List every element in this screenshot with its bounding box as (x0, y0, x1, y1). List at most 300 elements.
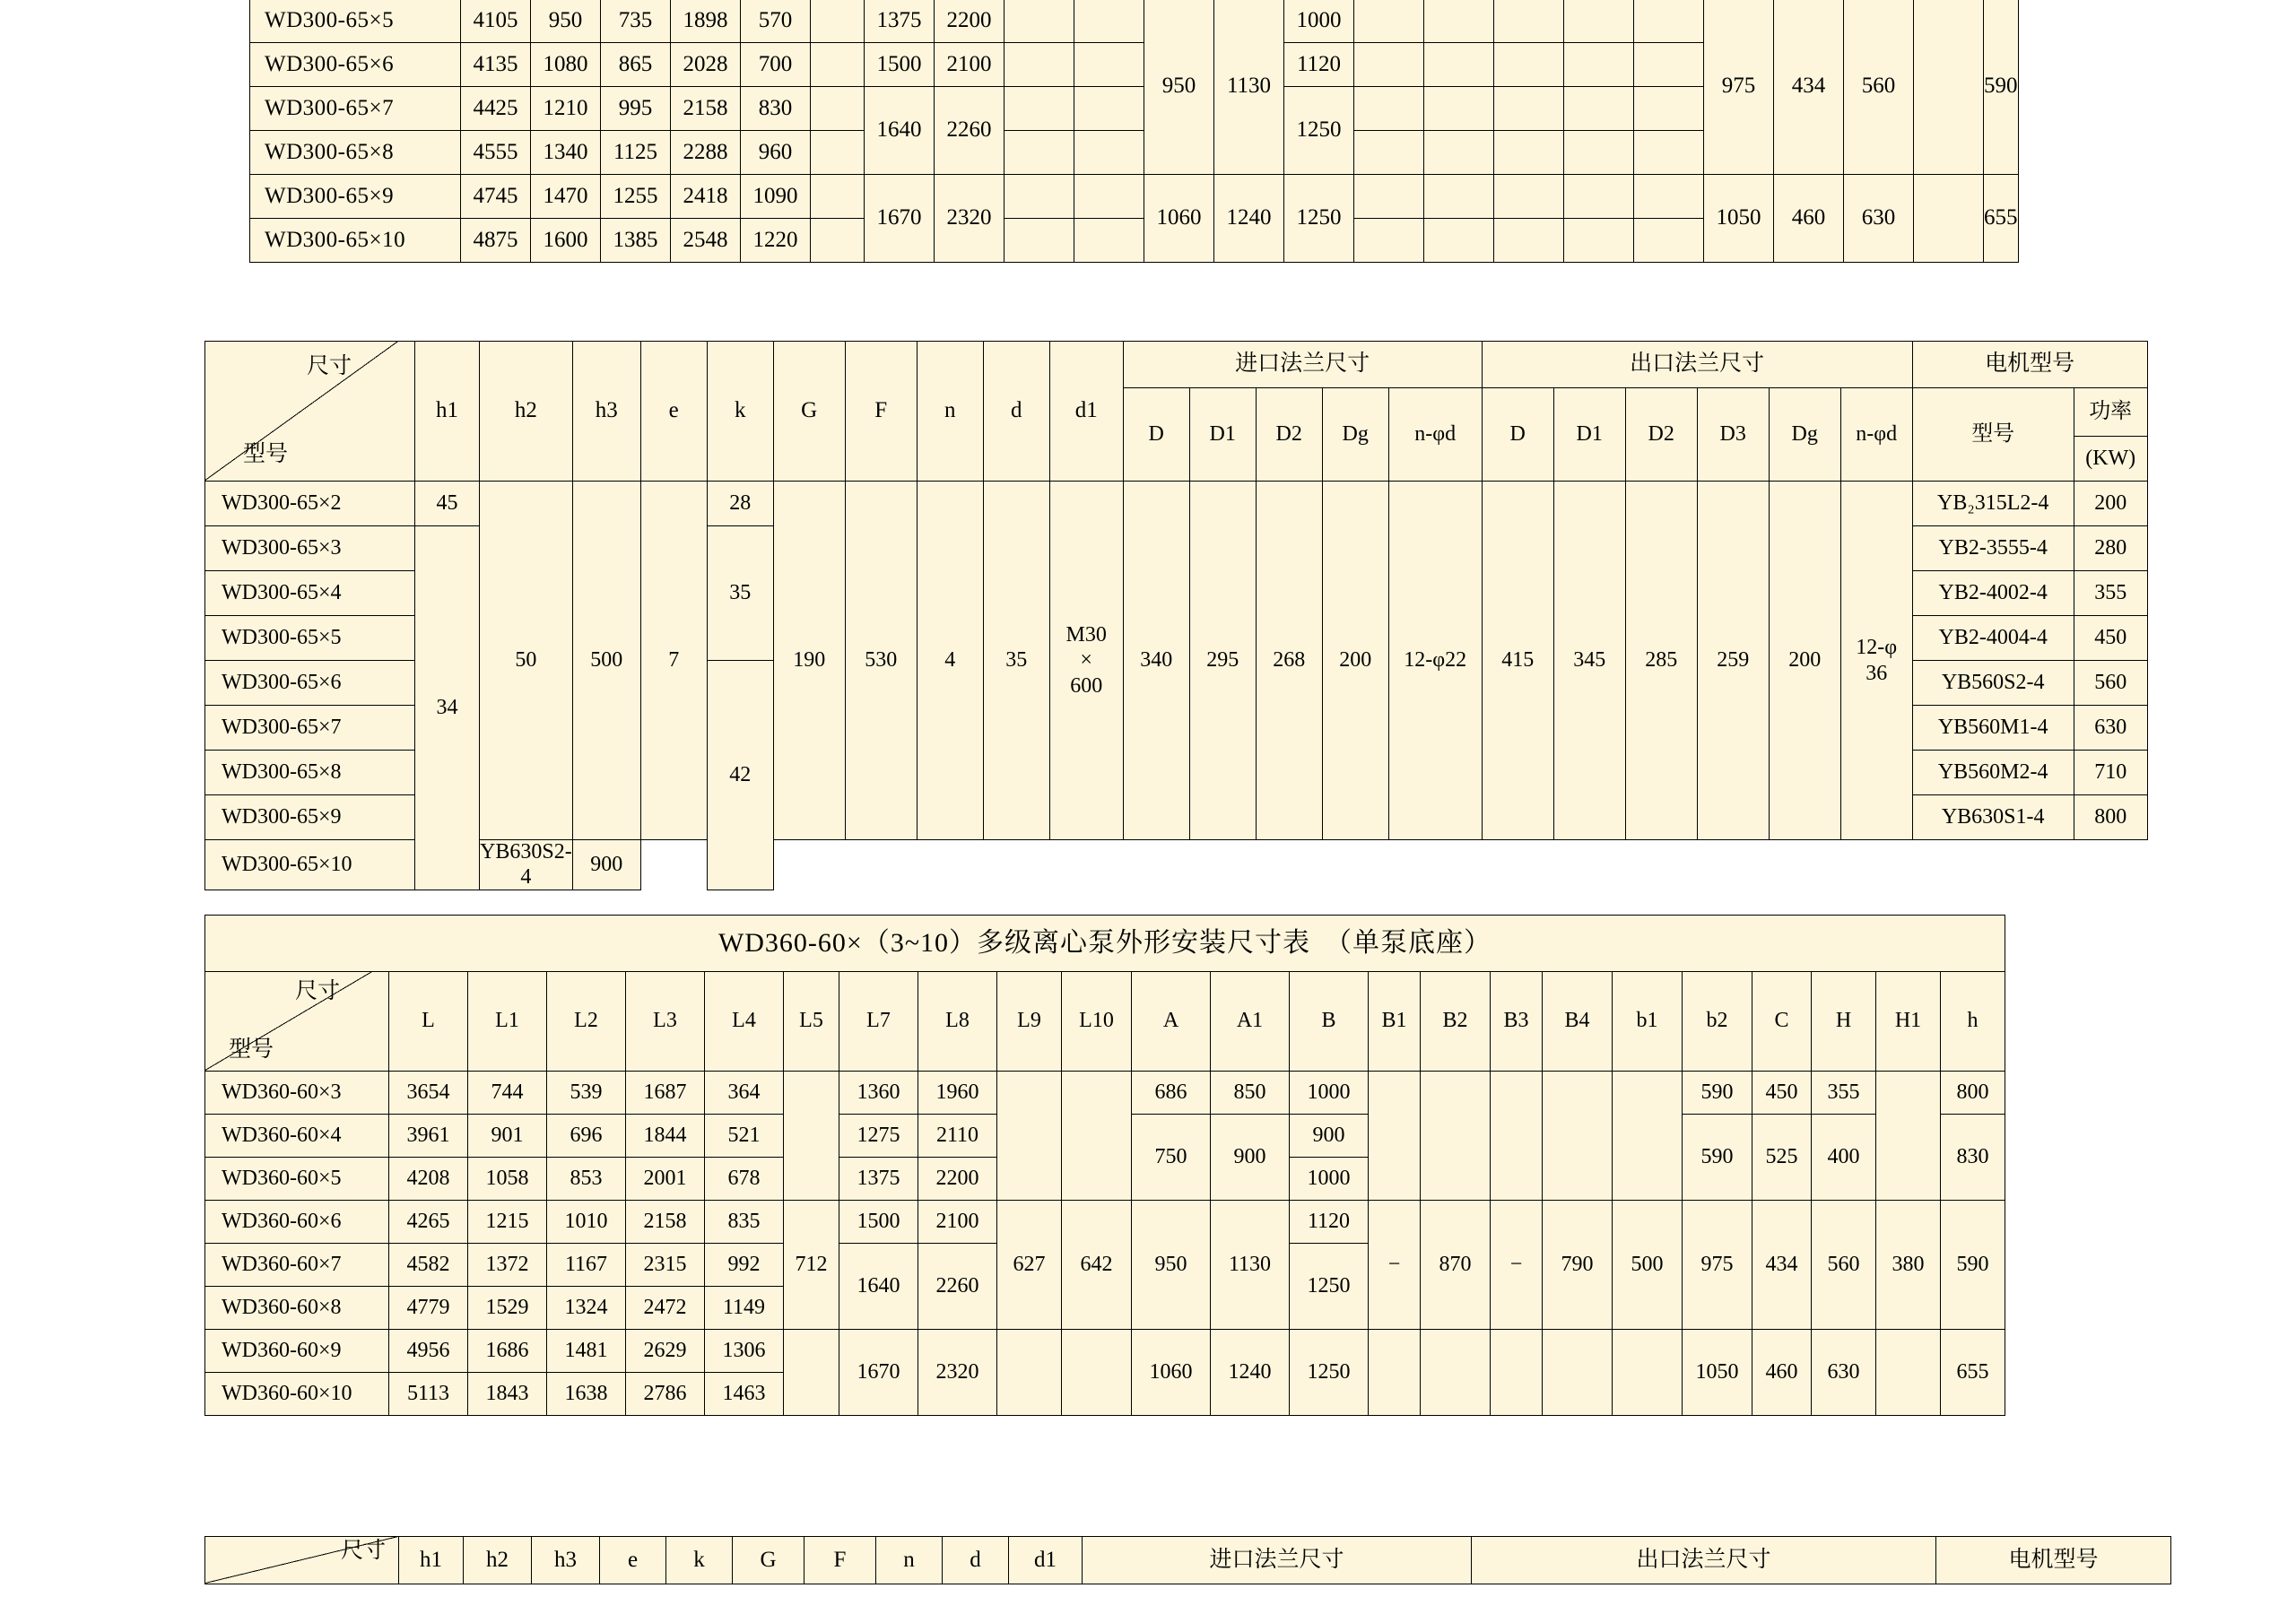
cell-L1: 901 (468, 1115, 547, 1158)
header-k: k (666, 1537, 733, 1584)
header-d1: d1 (1009, 1537, 1083, 1584)
cell-L4: 830 (741, 87, 811, 131)
header-A1: A1 (1211, 972, 1290, 1072)
cell-L5-blank (811, 0, 865, 43)
cell-motor-type: YB630S2-4 (480, 840, 573, 890)
header-inlet-Dg: Dg (1322, 388, 1388, 482)
cell-L3: 2472 (626, 1287, 705, 1330)
cell-L1: 1080 (531, 43, 601, 87)
header-b2: b2 (1683, 972, 1752, 1072)
cell-b1-blank (1634, 43, 1704, 87)
cell-L1: 1372 (468, 1244, 547, 1287)
cell-L4: 1463 (705, 1373, 784, 1416)
cell-B4-blank (1543, 1072, 1613, 1201)
cell-b1-blank (1634, 219, 1704, 263)
cell-motor-power: 900 (572, 840, 640, 890)
table-wd360-flange-motor-header (204, 1536, 2171, 1584)
cell-L7: 1500 (865, 43, 935, 87)
cell-L9-blank (1004, 175, 1074, 219)
cell-B4-blank (1564, 43, 1634, 87)
header-motor-power: 功率 (2074, 388, 2147, 437)
cell-B: 1120 (1284, 43, 1354, 87)
cell-B4-blank (1564, 219, 1634, 263)
cell-C: 460 (1752, 1330, 1812, 1416)
header-h2: h2 (464, 1537, 532, 1584)
cell-L1: 1058 (468, 1158, 547, 1201)
cell-L2: 995 (601, 87, 671, 131)
table-wd300-dimensions-continued (249, 0, 2019, 263)
table-row (250, 0, 2019, 43)
cell-model: WD300-65×3 (205, 526, 415, 571)
header-n: n (917, 342, 983, 482)
cell-L10-blank (1074, 87, 1144, 131)
header-d: d (943, 1537, 1009, 1584)
cell-L9-blank (1004, 43, 1074, 87)
cell-L1: 1215 (468, 1201, 547, 1244)
cell-n: 4 (917, 482, 983, 840)
cell-h: 800 (1941, 1072, 2005, 1115)
cell-B2-blank (1421, 1072, 1491, 1201)
header-F: F (845, 342, 917, 482)
cell-model: WD300-65×5 (250, 0, 461, 43)
cell-L10-blank (1074, 219, 1144, 263)
header-B1: B1 (1369, 972, 1421, 1072)
cell-L: 4265 (389, 1201, 468, 1244)
cell-b1: 500 (1613, 1201, 1683, 1330)
cell-B4-blank (1543, 1330, 1613, 1416)
header-motor-group: 电机型号 (1912, 342, 2147, 388)
cell-L3: 2288 (671, 131, 741, 175)
cell-H: 400 (1812, 1115, 1876, 1201)
cell-b1-blank (1634, 0, 1704, 43)
cell-H: 630 (1844, 175, 1914, 263)
cell-L2: 539 (547, 1072, 626, 1115)
header-L3: L3 (626, 972, 705, 1072)
cell-h1: 45 (415, 482, 480, 526)
cell-model: WD300-65×7 (250, 87, 461, 131)
cell-inlet-Dg: 200 (1322, 482, 1388, 840)
cell-outlet-D1: 345 (1553, 482, 1625, 840)
cell-L8: 2200 (935, 0, 1004, 43)
header-G: G (773, 342, 845, 482)
header-C: C (1752, 972, 1812, 1072)
header-b1: b1 (1613, 972, 1683, 1072)
table-title: WD360-60×（3~10）多级离心泵外形安装尺寸表 （单泵底座） (205, 916, 2005, 972)
cell-B1-blank (1354, 175, 1424, 219)
cell-k: 28 (707, 482, 773, 526)
cell-B3-blank (1491, 1072, 1543, 1201)
cell-L8: 2200 (918, 1158, 997, 1201)
table-row (205, 482, 2148, 526)
cell-L2: 1255 (601, 175, 671, 219)
cell-L9-blank (997, 1072, 1062, 1201)
header-F: F (804, 1537, 876, 1584)
cell-B: 1250 (1290, 1330, 1369, 1416)
cell-model: WD300-65×8 (205, 751, 415, 795)
cell-A1: 850 (1211, 1072, 1290, 1115)
cell-L1: 1600 (531, 219, 601, 263)
cell-A1: 1240 (1211, 1330, 1290, 1416)
header-e: e (600, 1537, 666, 1584)
cell-b2: 590 (1683, 1115, 1752, 1201)
cell-L9-blank (1004, 219, 1074, 263)
cell-motor-type: YB2-3555-4 (1912, 526, 2074, 571)
cell-model: WD300-65×4 (205, 571, 415, 616)
cell-k: 42 (707, 661, 773, 890)
cell-H1-blank (1876, 1330, 1941, 1416)
cell-L8: 2100 (935, 43, 1004, 87)
cell-b2: 1050 (1683, 1330, 1752, 1416)
cell-b2: 1050 (1704, 175, 1774, 263)
cell-outlet-Dg: 200 (1769, 482, 1840, 840)
corner-dimension-label: 尺寸 (306, 354, 352, 378)
cell-b1-blank (1613, 1072, 1683, 1201)
cell-outlet-nd (1840, 482, 1912, 840)
cell-H1-blank (1914, 0, 1984, 175)
cell-b1-blank (1634, 175, 1704, 219)
cell-L9: 627 (997, 1201, 1062, 1330)
cell-k: 35 (707, 526, 773, 661)
cell-L1: 1529 (468, 1287, 547, 1330)
header-outlet-D2: D2 (1625, 388, 1697, 482)
cell-motor-power: 355 (2074, 571, 2147, 616)
cell-L: 5113 (389, 1373, 468, 1416)
cell-L10-blank (1074, 175, 1144, 219)
cell-motor-type: YB₂315L2-4 (1912, 482, 2074, 526)
cell-outlet-nd-line1: 12-φ (1856, 636, 1898, 660)
cell-L4: 1220 (741, 219, 811, 263)
table-wd360-dimensions (204, 915, 2005, 1416)
cell-B3-blank (1494, 131, 1564, 175)
cell-B3-blank (1494, 0, 1564, 43)
header-outlet-D3: D3 (1697, 388, 1769, 482)
cell-B: 1120 (1290, 1201, 1369, 1244)
cell-L2: 1481 (547, 1330, 626, 1373)
cell-A1: 1130 (1214, 0, 1284, 175)
cell-B1-blank (1369, 1072, 1421, 1201)
cell-inlet-nd: 12-φ22 (1388, 482, 1482, 840)
cell-C: 434 (1752, 1201, 1812, 1330)
header-k: k (707, 342, 773, 482)
cell-B2-blank (1424, 219, 1494, 263)
header-motor-group: 电机型号 (1936, 1537, 2171, 1584)
cell-model: WD300-65×9 (250, 175, 461, 219)
cell-L2: 735 (601, 0, 671, 43)
cell-H1: 380 (1876, 1201, 1941, 1330)
cell-B: 900 (1290, 1115, 1369, 1158)
table-title-row (205, 916, 2005, 972)
cell-L3: 1687 (626, 1072, 705, 1115)
header-h: h (1941, 972, 2005, 1072)
cell-B1-blank (1354, 219, 1424, 263)
header-inlet-flange-group: 进口法兰尺寸 (1123, 342, 1482, 388)
cell-L4: 521 (705, 1115, 784, 1158)
header-inlet-D: D (1123, 388, 1189, 482)
table-header-row (205, 1537, 2171, 1584)
cell-L5: 712 (784, 1201, 839, 1330)
cell-L4: 992 (705, 1244, 784, 1287)
cell-L: 4582 (389, 1244, 468, 1287)
cell-L3: 1898 (671, 0, 741, 43)
cell-motor-type: YB2-4002-4 (1912, 571, 2074, 616)
header-L5: L5 (784, 972, 839, 1072)
cell-B1-blank (1354, 87, 1424, 131)
cell-L: 4425 (461, 87, 531, 131)
cell-d1-line3: 600 (1070, 673, 1103, 698)
cell-motor-type: YB2-4004-4 (1912, 616, 2074, 661)
cell-model: WD360-60×8 (205, 1287, 389, 1330)
cell-G: 190 (773, 482, 845, 840)
cell-B3-blank (1494, 43, 1564, 87)
cell-L8: 2100 (918, 1201, 997, 1244)
header-inlet-D2: D2 (1256, 388, 1322, 482)
cell-motor-power: 800 (2074, 795, 2147, 840)
cell-model: WD300-65×6 (250, 43, 461, 87)
cell-A: 686 (1132, 1072, 1211, 1115)
cell-L8: 2320 (935, 175, 1004, 263)
cell-L2: 1010 (547, 1201, 626, 1244)
cell-A1: 900 (1211, 1115, 1290, 1201)
cell-h: 590 (1984, 0, 2019, 175)
cell-L4: 570 (741, 0, 811, 43)
diagonal-split-cell (205, 972, 372, 1071)
cell-L7: 1375 (839, 1158, 918, 1201)
cell-L2: 696 (547, 1115, 626, 1158)
header-G: G (733, 1537, 804, 1584)
cell-B1-blank (1354, 131, 1424, 175)
cell-b1-blank (1634, 87, 1704, 131)
cell-model: WD300-65×10 (205, 840, 415, 890)
cell-inlet-D: 340 (1123, 482, 1189, 840)
cell-L10-blank (1062, 1330, 1132, 1416)
table-header-group-row (205, 342, 2148, 388)
cell-C: 460 (1774, 175, 1844, 263)
cell-L3: 2548 (671, 219, 741, 263)
diagonal-split-cell (205, 1537, 398, 1584)
cell-C: 434 (1774, 0, 1844, 175)
cell-L4: 678 (705, 1158, 784, 1201)
cell-B3: − (1491, 1201, 1543, 1330)
table-header-row (205, 972, 2005, 1072)
cell-b1-blank (1613, 1330, 1683, 1416)
cell-B4-blank (1564, 131, 1634, 175)
header-h3: h3 (572, 342, 640, 482)
cell-B2-blank (1424, 175, 1494, 219)
cell-L1: 1843 (468, 1373, 547, 1416)
cell-L7: 1640 (839, 1244, 918, 1330)
cell-B2-blank (1424, 87, 1494, 131)
cell-L2: 1125 (601, 131, 671, 175)
cell-L1: 950 (531, 0, 601, 43)
cell-B4-blank (1564, 87, 1634, 131)
cell-L10: 642 (1062, 1201, 1132, 1330)
cell-L: 3961 (389, 1115, 468, 1158)
cell-B1-blank (1354, 0, 1424, 43)
cell-B2: 870 (1421, 1201, 1491, 1330)
cell-L5-blank (811, 43, 865, 87)
cell-inlet-D1: 295 (1189, 482, 1256, 840)
cell-B3-blank (1491, 1330, 1543, 1416)
header-H1: H1 (1876, 972, 1941, 1072)
cell-d1-line1: M30 (1065, 623, 1107, 647)
header-L9: L9 (997, 972, 1062, 1072)
cell-h1: 34 (415, 526, 480, 890)
cell-motor-type: YB560M1-4 (1912, 706, 2074, 751)
cell-L: 4208 (389, 1158, 468, 1201)
cell-L7: 1275 (839, 1115, 918, 1158)
cell-B: 1000 (1290, 1158, 1369, 1201)
cell-L7: 1500 (839, 1201, 918, 1244)
cell-L4: 364 (705, 1072, 784, 1115)
cell-H1-blank (1876, 1072, 1941, 1201)
cell-motor-power: 280 (2074, 526, 2147, 571)
cell-motor-power: 710 (2074, 751, 2147, 795)
header-L2: L2 (547, 972, 626, 1072)
cell-model: WD360-60×4 (205, 1115, 389, 1158)
cell-B1-blank (1369, 1330, 1421, 1416)
cell-L3: 1844 (626, 1115, 705, 1158)
cell-B4: 790 (1543, 1201, 1613, 1330)
header-d1: d1 (1049, 342, 1123, 482)
cell-L8: 2260 (935, 87, 1004, 175)
header-L1: L1 (468, 972, 547, 1072)
cell-B2-blank (1424, 43, 1494, 87)
header-outlet-D: D (1482, 388, 1553, 482)
cell-B: 1250 (1290, 1244, 1369, 1330)
header-B2: B2 (1421, 972, 1491, 1072)
table-row (205, 1072, 2005, 1115)
cell-L3: 2001 (626, 1158, 705, 1201)
cell-B3-blank (1494, 219, 1564, 263)
table-wd300-flange-motor-spec (204, 341, 2148, 890)
cell-e: 7 (640, 482, 707, 840)
cell-L2: 1167 (547, 1244, 626, 1287)
diagonal-split-cell (205, 342, 398, 481)
cell-L: 4779 (389, 1287, 468, 1330)
header-outlet-nd: n-φd (1840, 388, 1912, 482)
cell-outlet-D: 415 (1482, 482, 1553, 840)
cell-L2: 1638 (547, 1373, 626, 1416)
cell-model: WD300-65×9 (205, 795, 415, 840)
cell-L1: 1340 (531, 131, 601, 175)
cell-L9-blank (1004, 131, 1074, 175)
cell-model: WD300-65×8 (250, 131, 461, 175)
header-motor-power-unit: (KW) (2074, 437, 2147, 482)
cell-F: 530 (845, 482, 917, 840)
table-row (205, 1201, 2005, 1244)
cell-h2: 50 (480, 482, 573, 840)
cell-H: 560 (1812, 1201, 1876, 1330)
cell-C: 525 (1752, 1115, 1812, 1201)
table-row (205, 1330, 2005, 1373)
cell-A1: 1240 (1214, 175, 1284, 263)
cell-model: WD360-60×5 (205, 1158, 389, 1201)
cell-H1-blank (1914, 175, 1984, 263)
cell-h: 655 (1941, 1330, 2005, 1416)
cell-L10-blank (1074, 131, 1144, 175)
cell-L1: 1686 (468, 1330, 547, 1373)
cell-L2: 1324 (547, 1287, 626, 1330)
cell-L8: 1960 (918, 1072, 997, 1115)
header-B4: B4 (1543, 972, 1613, 1072)
cell-B3-blank (1494, 87, 1564, 131)
cell-L: 4956 (389, 1330, 468, 1373)
header-L7: L7 (839, 972, 918, 1072)
cell-model: WD300-65×2 (205, 482, 415, 526)
cell-L5-blank (811, 87, 865, 131)
cell-L3: 2629 (626, 1330, 705, 1373)
cell-B2-blank (1424, 131, 1494, 175)
cell-L5-blank (811, 131, 865, 175)
cell-A1: 1130 (1211, 1201, 1290, 1330)
cell-L3: 2786 (626, 1373, 705, 1416)
cell-L4: 1149 (705, 1287, 784, 1330)
cell-L9-blank (1004, 87, 1074, 131)
cell-motor-power: 560 (2074, 661, 2147, 706)
cell-L: 4745 (461, 175, 531, 219)
corner-dimension-label: 尺寸 (294, 979, 340, 1003)
table-row (205, 840, 2148, 890)
corner-model-label: 型号 (243, 442, 289, 467)
cell-B: 1250 (1284, 87, 1354, 175)
corner-model-label: 型号 (229, 1037, 274, 1063)
cell-L4: 1306 (705, 1330, 784, 1373)
header-H: H (1812, 972, 1876, 1072)
cell-motor-power: 200 (2074, 482, 2147, 526)
cell-B2-blank (1421, 1330, 1491, 1416)
cell-L1: 1470 (531, 175, 601, 219)
cell-model: WD300-65×6 (205, 661, 415, 706)
cell-L5-blank (811, 175, 865, 219)
cell-B3-blank (1494, 175, 1564, 219)
header-L10: L10 (1062, 972, 1132, 1072)
header-h1: h1 (415, 342, 480, 482)
cell-B: 1250 (1284, 175, 1354, 263)
cell-L9-blank (1004, 0, 1074, 43)
cell-L3: 2315 (626, 1244, 705, 1287)
cell-L5-blank (784, 1072, 839, 1201)
cell-L3: 2028 (671, 43, 741, 87)
cell-L4: 835 (705, 1201, 784, 1244)
cell-A: 950 (1144, 0, 1214, 175)
cell-L7: 1375 (865, 0, 935, 43)
header-outlet-Dg: Dg (1769, 388, 1840, 482)
corner-diagonal-header (205, 342, 415, 482)
cell-L10-blank (1062, 1072, 1132, 1201)
header-outlet-D1: D1 (1553, 388, 1625, 482)
cell-L9-blank (997, 1330, 1062, 1416)
cell-model: WD360-60×3 (205, 1072, 389, 1115)
cell-model: WD300-65×7 (205, 706, 415, 751)
cell-b2: 975 (1704, 0, 1774, 175)
cell-L10-blank (1074, 0, 1144, 43)
cell-L: 3654 (389, 1072, 468, 1115)
cell-b1-blank (1634, 131, 1704, 175)
cell-A: 1060 (1132, 1330, 1211, 1416)
cell-model: WD300-65×5 (205, 616, 415, 661)
cell-B2-blank (1424, 0, 1494, 43)
cell-L8: 2260 (918, 1244, 997, 1330)
cell-d1-line2: × (1080, 648, 1092, 673)
header-B: B (1290, 972, 1369, 1072)
cell-L7: 1640 (865, 87, 935, 175)
header-outlet-flange-group: 出口法兰尺寸 (1482, 342, 1912, 388)
cell-L3: 2418 (671, 175, 741, 219)
cell-motor-power: 630 (2074, 706, 2147, 751)
cell-d: 35 (983, 482, 1049, 840)
cell-B: 1000 (1290, 1072, 1369, 1115)
cell-B: 1000 (1284, 0, 1354, 43)
